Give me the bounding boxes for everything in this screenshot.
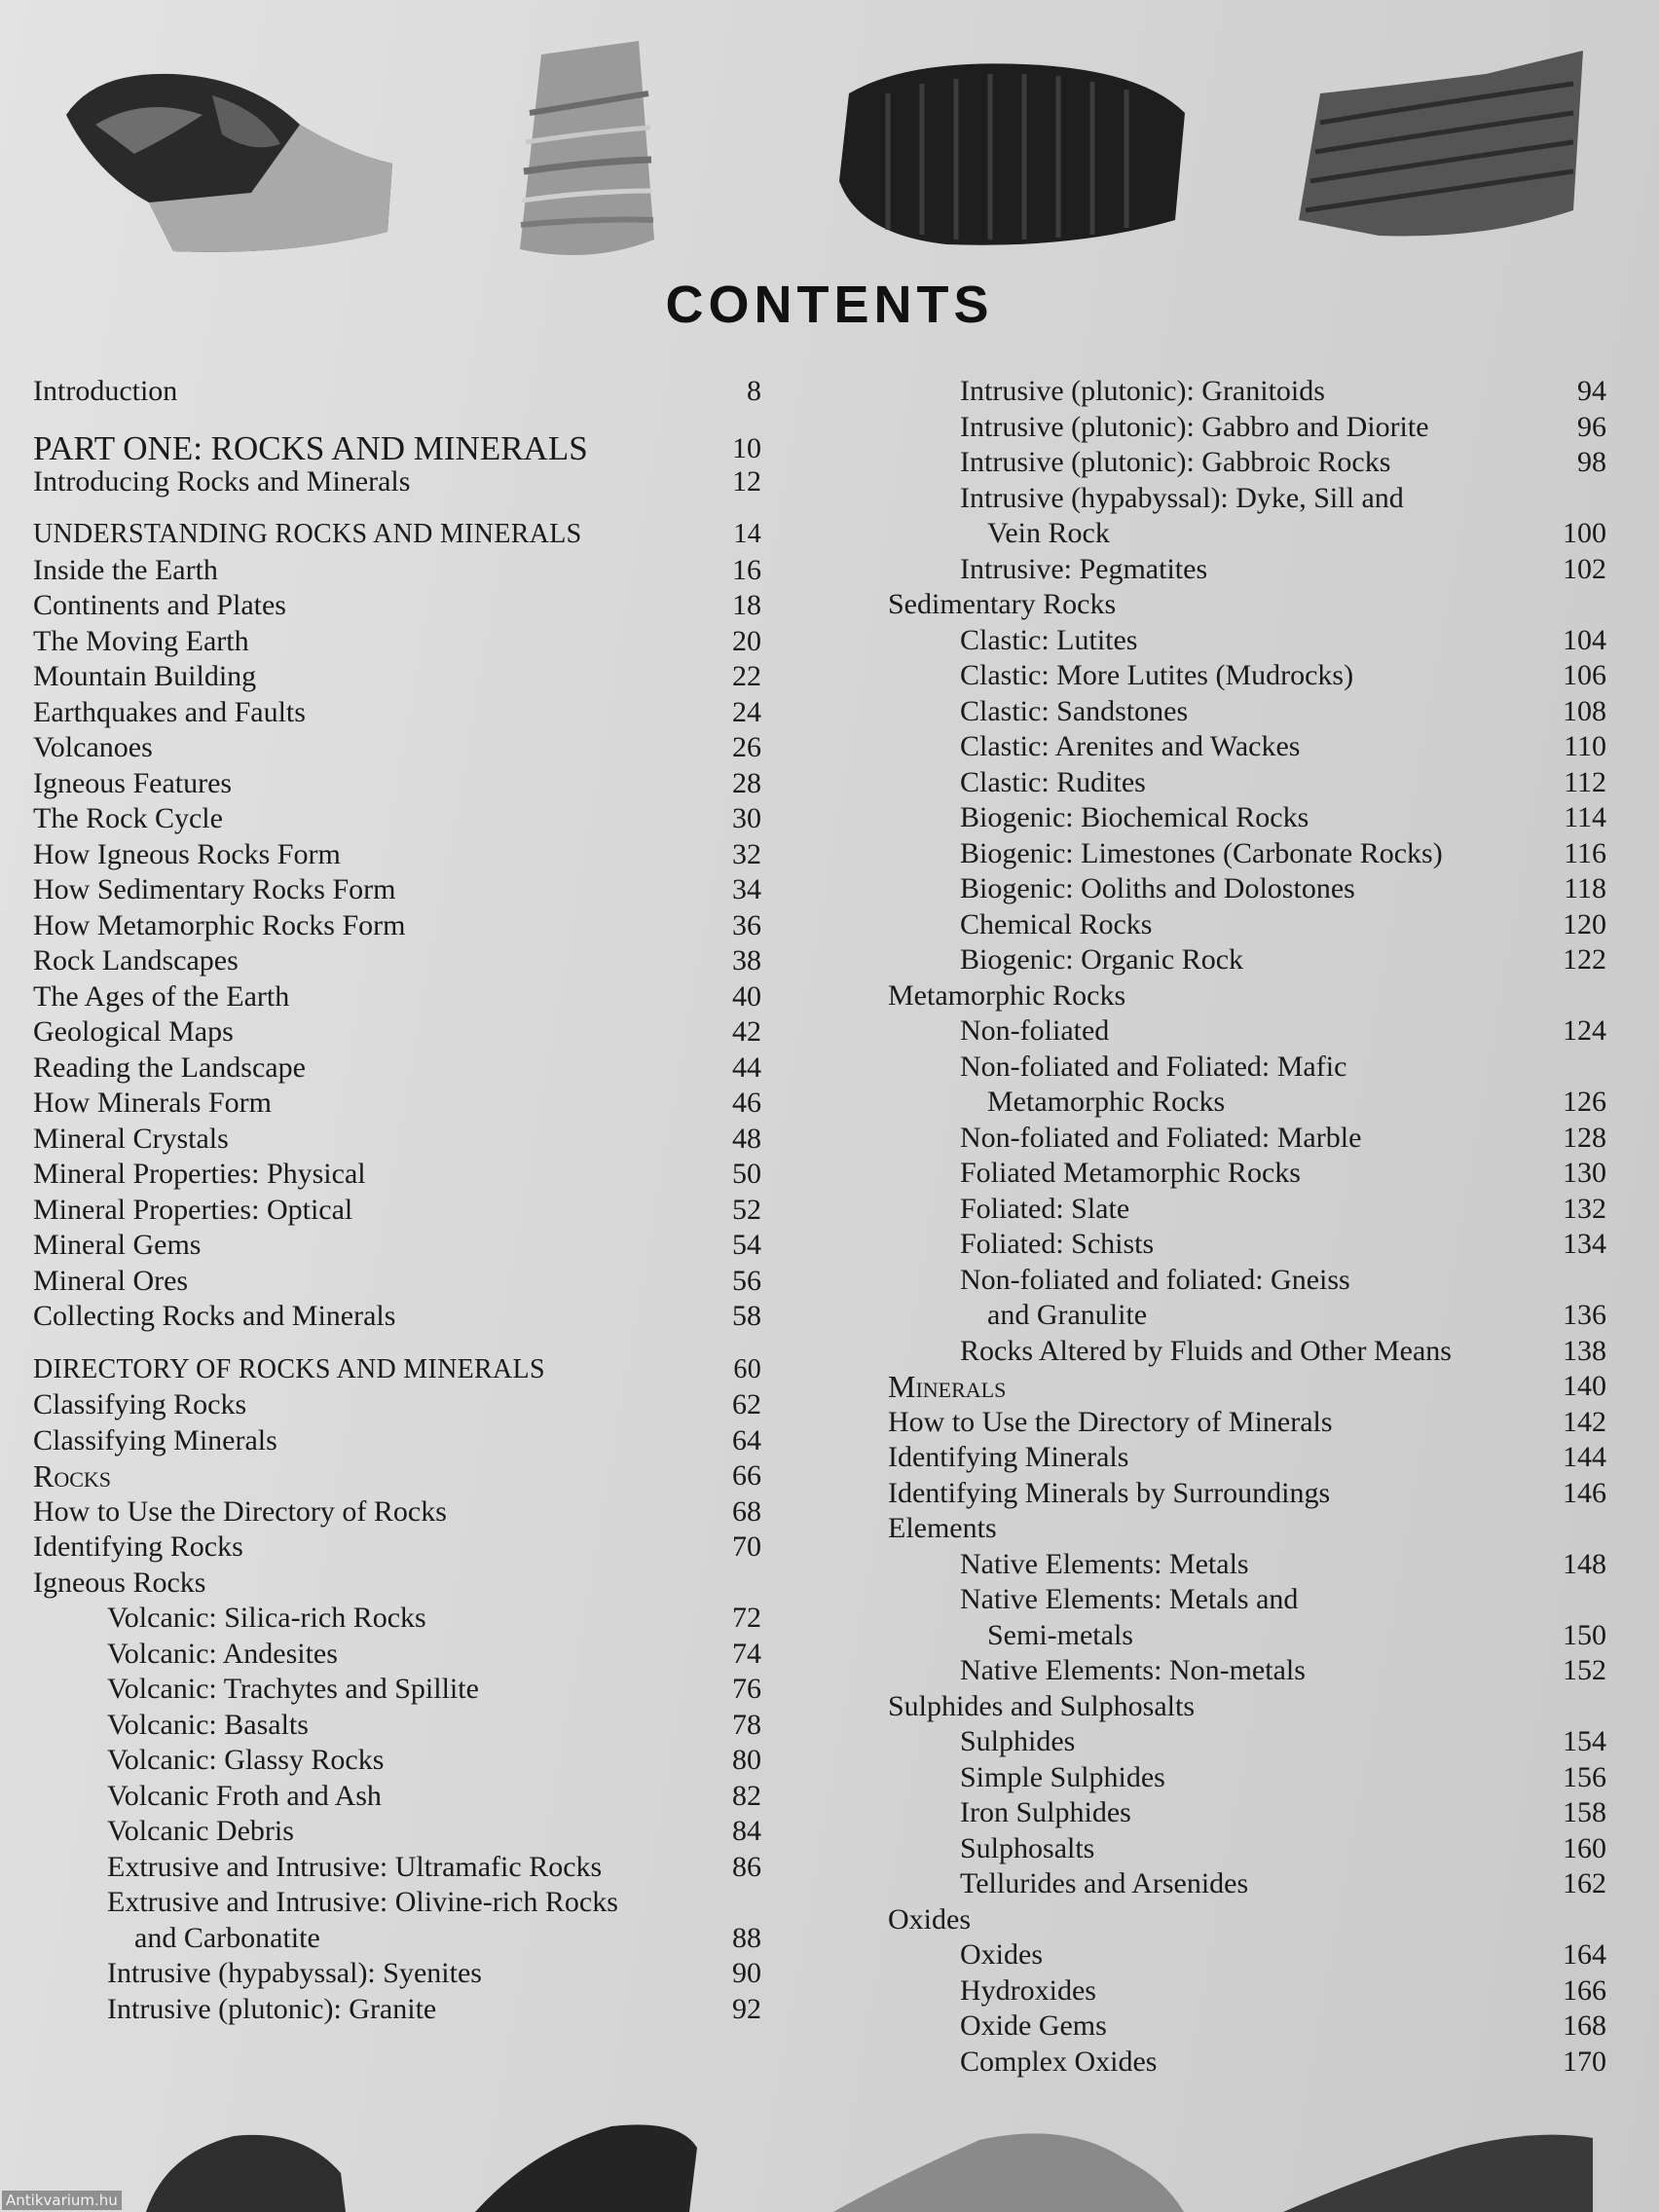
- toc-entry: [33, 730, 761, 766]
- toc-page-number: 10: [732, 431, 761, 464]
- toc-page-number: 14: [733, 519, 761, 549]
- toc-entry: [888, 374, 1606, 410]
- toc-entry: [888, 1298, 1606, 1334]
- toc-entry-title: Foliated Metamorphic Rocks: [960, 1157, 1301, 1189]
- toc-page-number: 24: [732, 695, 761, 728]
- toc-page-number: 42: [732, 1015, 761, 1048]
- toc-page-number: 136: [1563, 1299, 1606, 1331]
- toc-page-number: 46: [732, 1087, 761, 1119]
- bottom-mineral-specimen-image-3: [833, 2120, 1184, 2212]
- toc-entry: [888, 1405, 1606, 1441]
- toc-entry-title: Vein Rock: [987, 517, 1110, 549]
- toc-entry: [888, 445, 1606, 481]
- toc-entry-title: Non-foliated and Foliated: Marble: [960, 1121, 1362, 1154]
- toc-page-number: 38: [732, 944, 761, 977]
- toc-entry: [888, 871, 1606, 907]
- toc-page-number: 70: [732, 1530, 761, 1563]
- toc-page-number: 32: [732, 837, 761, 870]
- toc-page-number: 140: [1563, 1370, 1606, 1402]
- toc-entry-title: Identifying Rocks: [33, 1530, 243, 1563]
- toc-page-number: 164: [1563, 1938, 1606, 1971]
- toc-page-number: 74: [732, 1637, 761, 1670]
- toc-entry-title: Introducing Rocks and Minerals: [33, 464, 411, 498]
- toc-page-number: 48: [732, 1122, 761, 1155]
- toc-page-number: 62: [732, 1388, 761, 1420]
- toc-page-number: 114: [1564, 801, 1606, 833]
- toc-entry: [888, 978, 1606, 1014]
- toc-entry-title: Volcanic Debris: [107, 1815, 294, 1847]
- toc-entry-title: Foliated: Schists: [960, 1228, 1155, 1260]
- bottom-mineral-specimen-image-4: [1283, 2128, 1595, 2212]
- toc-page-number: 134: [1563, 1228, 1606, 1260]
- toc-page-number: 82: [732, 1779, 761, 1812]
- toc-entry-title: Mineral Ores: [33, 1264, 189, 1297]
- contents-heading: CONTENTS: [665, 276, 994, 334]
- toc-page-number: 54: [732, 1229, 761, 1261]
- toc-entry: [33, 1387, 761, 1423]
- toc-entry: [33, 1885, 761, 1921]
- toc-entry-title: Sedimentary Rocks: [888, 588, 1117, 620]
- toc-entry-title: Volcanic: Basalts: [107, 1708, 309, 1741]
- toc-entry-title: Intrusive (plutonic): Gabbroic Rocks: [960, 446, 1391, 478]
- toc-entry-title: Non-foliated: [960, 1014, 1110, 1047]
- toc-entry-title: Oxides: [888, 1902, 971, 1936]
- toc-entry: [888, 1831, 1606, 1867]
- toc-entry-title: Sulphides and Sulphosalts: [888, 1689, 1196, 1722]
- toc-entry-title: Intrusive (plutonic): Gabbro and Diorite: [960, 410, 1429, 443]
- toc-entry-title: Volcanic: Andesites: [107, 1637, 338, 1670]
- toc-entry: [33, 1637, 761, 1673]
- toc-entry: [888, 1689, 1606, 1725]
- toc-entry: [888, 1618, 1606, 1654]
- toc-page-number: 78: [732, 1708, 761, 1741]
- toc-entry-title: How Igneous Rocks Form: [33, 837, 341, 870]
- toc-entry-title: Hydroxides: [960, 1973, 1096, 2007]
- toc-page-number: 36: [732, 908, 761, 941]
- toc-page-number: 84: [732, 1815, 761, 1847]
- toc-entry: [33, 979, 761, 1015]
- toc-entry: [888, 1014, 1606, 1050]
- obsidian-specimen-image: [56, 56, 407, 261]
- toc-page-number: 64: [732, 1423, 761, 1456]
- toc-entry-title: Iron Sulphides: [960, 1796, 1131, 1828]
- toc-page-number: 94: [1577, 375, 1606, 407]
- toc-entry-title: Metamorphic Rocks: [987, 1086, 1226, 1118]
- toc-entry-title: Native Elements: Non-metals: [960, 1654, 1306, 1686]
- toc-entry: [33, 837, 761, 873]
- toc-page-number: 142: [1563, 1405, 1606, 1438]
- toc-entry: [888, 1156, 1606, 1192]
- toc-entry-title: Classifying Rocks: [33, 1388, 247, 1420]
- toc-page-number: 130: [1563, 1157, 1606, 1189]
- toc-page-number: 44: [732, 1051, 761, 1084]
- toc-page-number: 152: [1563, 1654, 1606, 1686]
- bottom-mineral-specimen-image-2: [475, 2119, 699, 2212]
- toc-page-number: 144: [1563, 1441, 1606, 1473]
- toc-entry-title: Volcanic: Trachytes and Spillite: [107, 1673, 479, 1705]
- toc-entry-title: Elements: [888, 1512, 997, 1544]
- toc-page-number: 96: [1577, 410, 1606, 443]
- toc-entry: [33, 1494, 761, 1530]
- toc-entry: [888, 587, 1606, 623]
- toc-page-number: 162: [1563, 1867, 1606, 1899]
- toc-entry-title: The Moving Earth: [33, 624, 249, 657]
- toc-entry: [33, 1014, 761, 1051]
- toc-entry-title: How Minerals Form: [33, 1087, 272, 1119]
- toc-entry: [33, 1299, 761, 1335]
- toc-entry: [33, 1530, 761, 1566]
- toc-page-number: 128: [1563, 1121, 1606, 1154]
- toc-entry: [33, 1743, 761, 1779]
- toc-entry-title: Extrusive and Intrusive: Ultramafic Rocks: [107, 1850, 603, 1883]
- toc-entry-title: Clastic: Arenites and Wackes: [960, 730, 1301, 762]
- toc-page-number: 16: [732, 553, 761, 586]
- toc-entry-title: Mineral Gems: [33, 1229, 202, 1261]
- rippled-slab-specimen-image: [1291, 45, 1589, 249]
- toc-page-number: 154: [1563, 1725, 1606, 1757]
- toc-entry-title: How to Use the Directory of Minerals: [888, 1405, 1333, 1438]
- toc-page-number: 18: [732, 589, 761, 621]
- toc-page-number: 92: [732, 1992, 761, 2025]
- toc-page-number: 76: [732, 1673, 761, 1705]
- toc-page-number: 150: [1563, 1618, 1606, 1651]
- toc-entry-title: Intrusive: Pegmatites: [960, 552, 1208, 585]
- toc-entry-title: Rock Landscapes: [33, 944, 239, 977]
- toc-page-number: 66: [732, 1459, 761, 1492]
- toc-page-number: 60: [733, 1353, 761, 1384]
- toc-entry: [33, 427, 761, 467]
- toc-entry-title: Volcanoes: [33, 731, 153, 763]
- toc-entry: [888, 1511, 1606, 1547]
- toc-page-number: 158: [1563, 1796, 1606, 1828]
- toc-entry-title: Geological Maps: [33, 1015, 234, 1048]
- toc-page-number: 72: [732, 1602, 761, 1634]
- toc-entry-title: How to Use the Directory of Rocks: [33, 1494, 447, 1528]
- toc-entry: [888, 1902, 1606, 1938]
- toc-page-number: 20: [732, 624, 761, 657]
- toc-entry: [33, 553, 761, 589]
- toc-entry: [888, 1937, 1606, 1973]
- toc-page-number: 166: [1563, 1973, 1606, 2007]
- toc-entry: [888, 2009, 1606, 2045]
- toc-entry: [33, 1779, 761, 1815]
- toc-entry-title: Introduction: [33, 375, 178, 407]
- toc-entry-title: Non-foliated and foliated: Gneiss: [960, 1263, 1350, 1296]
- banded-agate-specimen-image: [512, 35, 658, 265]
- toc-entry-title: UNDERSTANDING ROCKS AND MINERALS: [33, 519, 582, 549]
- toc-left-column: [33, 374, 761, 2027]
- toc-entry: [888, 1795, 1606, 1831]
- toc-page-number: 52: [732, 1193, 761, 1226]
- toc-right-column: [888, 374, 1606, 2080]
- toc-entry-title: Intrusive (plutonic): Granite: [107, 1992, 437, 2025]
- toc-entry-title: Simple Sulphides: [960, 1760, 1165, 1793]
- toc-entry-title: Identifying Minerals: [888, 1441, 1129, 1473]
- toc-entry-title: Rocks: [33, 1458, 112, 1493]
- toc-entry: [33, 1051, 761, 1087]
- toc-entry: [33, 1086, 761, 1122]
- toc-entry: [888, 658, 1606, 694]
- toc-entry: [33, 872, 761, 908]
- toc-page-number: 90: [732, 1957, 761, 1989]
- toc-page-number: 40: [732, 979, 761, 1013]
- toc-entry: [888, 1263, 1606, 1299]
- toc-entry: [888, 1476, 1606, 1512]
- toc-entry: [33, 1814, 761, 1850]
- toc-spacer: [33, 1335, 761, 1352]
- toc-page-number: 138: [1563, 1334, 1606, 1367]
- toc-entry-title: and Carbonatite: [134, 1921, 320, 1954]
- toc-entry-title: Clastic: Rudites: [960, 765, 1146, 798]
- toc-page-number: 34: [732, 873, 761, 905]
- toc-page-number: 104: [1563, 623, 1606, 656]
- toc-entry: [33, 1672, 761, 1708]
- toc-entry-title: How Sedimentary Rocks Form: [33, 873, 396, 905]
- toc-page-number: 110: [1564, 730, 1606, 762]
- toc-page-number: 168: [1563, 2009, 1606, 2042]
- toc-entry: [888, 1440, 1606, 1476]
- toc-entry: [33, 624, 761, 660]
- toc-spacer: [33, 410, 761, 427]
- toc-page-number: 28: [732, 766, 761, 799]
- toc-entry-title: Sulphosalts: [960, 1831, 1095, 1864]
- toc-entry-title: Native Elements: Metals: [960, 1547, 1249, 1580]
- toc-entry: [888, 1866, 1606, 1902]
- toc-entry-title: Oxide Gems: [960, 2009, 1107, 2042]
- toc-entry-title: Foliated: Slate: [960, 1192, 1130, 1225]
- toc-entry-title: Classifying Minerals: [33, 1423, 277, 1456]
- toc-entry-title: Biogenic: Limestones (Carbonate Rocks): [960, 836, 1443, 869]
- toc-entry: [888, 694, 1606, 730]
- toc-entry-title: Collecting Rocks and Minerals: [33, 1300, 396, 1332]
- toc-entry-title: Chemical Rocks: [960, 907, 1153, 940]
- toc-page-number: 12: [732, 464, 761, 498]
- toc-page-number: 50: [732, 1158, 761, 1190]
- toc-entry-title: and Granulite: [987, 1299, 1148, 1331]
- toc-entry-title: Reading the Landscape: [33, 1051, 306, 1084]
- toc-entry: [33, 1921, 761, 1957]
- toc-page-number: 108: [1563, 694, 1606, 727]
- toc-page-number: 56: [732, 1264, 761, 1297]
- toc-entry-title: Native Elements: Metals and: [960, 1583, 1299, 1615]
- toc-entry: [33, 517, 761, 553]
- toc-entry-title: Igneous Rocks: [33, 1566, 206, 1599]
- toc-entry: [888, 1085, 1606, 1121]
- toc-entry: [888, 1192, 1606, 1228]
- toc-entry-title: Biogenic: Organic Rock: [960, 943, 1244, 976]
- toc-entry-title: Identifying Minerals by Surroundings: [888, 1476, 1331, 1509]
- toc-entry: [888, 729, 1606, 765]
- toc-page-number: 124: [1563, 1014, 1606, 1047]
- toc-entry: [33, 1122, 761, 1158]
- toc-entry: [33, 908, 761, 944]
- toc-entry: [888, 1121, 1606, 1157]
- toc-entry-title: How Metamorphic Rocks Form: [33, 908, 406, 941]
- toc-page-number: 112: [1564, 765, 1606, 798]
- toc-entry: [888, 623, 1606, 659]
- toc-entry-title: Volcanic: Silica-rich Rocks: [107, 1602, 426, 1634]
- toc-page-number: 106: [1563, 659, 1606, 691]
- toc-entry: [888, 1547, 1606, 1583]
- toc-entry: [888, 1724, 1606, 1760]
- toc-entry: [888, 1050, 1606, 1086]
- toc-page-number: 146: [1563, 1476, 1606, 1509]
- toc-entry: [33, 1566, 761, 1602]
- toc-entry: [33, 1264, 761, 1300]
- toc-entry-title: Mountain Building: [33, 660, 257, 692]
- toc-page-number: 100: [1563, 517, 1606, 549]
- toc-entry: [33, 1956, 761, 1992]
- toc-page-number: 30: [732, 802, 761, 834]
- toc-entry-title: Metamorphic Rocks: [888, 978, 1126, 1012]
- toc-page-number: 80: [732, 1744, 761, 1776]
- toc-page-number: 8: [747, 375, 761, 407]
- toc-entry: [888, 1973, 1606, 2009]
- toc-entry-title: Sulphides: [960, 1725, 1076, 1757]
- toc-entry: [33, 1708, 761, 1744]
- toc-entry: [33, 374, 761, 410]
- toc-entry-title: The Rock Cycle: [33, 802, 223, 834]
- toc-entry-title: Igneous Features: [33, 766, 233, 799]
- toc-entry: [33, 659, 761, 695]
- toc-page-number: 22: [732, 660, 761, 692]
- toc-entry: [33, 801, 761, 837]
- toc-page-number: 148: [1563, 1547, 1606, 1580]
- toc-entry-title: Non-foliated and Foliated: Mafic: [960, 1050, 1347, 1083]
- toc-entry-title: Earthquakes and Faults: [33, 695, 306, 728]
- toc-entry: [888, 1227, 1606, 1263]
- toc-entry-title: Rocks Altered by Fluids and Other Means: [960, 1334, 1452, 1367]
- toc-entry: [33, 766, 761, 802]
- toc-entry-title: Volcanic: Glassy Rocks: [107, 1744, 385, 1776]
- toc-entry-title: Mineral Properties: Physical: [33, 1158, 366, 1190]
- toc-entry: [33, 588, 761, 624]
- toc-page-number: 116: [1564, 836, 1606, 869]
- toc-entry-title: Clastic: More Lutites (Mudrocks): [960, 659, 1354, 691]
- toc-page-number: 160: [1563, 1831, 1606, 1864]
- bottom-mineral-specimen-image-1: [136, 2124, 350, 2212]
- toc-page-number: 122: [1563, 943, 1606, 976]
- toc-entry-title: Minerals: [888, 1369, 1007, 1404]
- toc-entry: [888, 942, 1606, 978]
- toc-entry-title: Semi-metals: [987, 1618, 1133, 1651]
- toc-entry: [33, 1458, 761, 1494]
- toc-entry: [33, 1850, 761, 1886]
- toc-entry-title: Complex Oxides: [960, 2045, 1158, 2078]
- toc-page-number: 120: [1563, 907, 1606, 940]
- toc-page-number: 98: [1577, 446, 1606, 478]
- toc-entry-title: Tellurides and Arsenides: [960, 1867, 1249, 1899]
- toc-entry: [888, 1369, 1606, 1405]
- toc-entry: [888, 1653, 1606, 1689]
- toc-entry: [888, 836, 1606, 872]
- toc-entry: [33, 695, 761, 731]
- toc-page-number: 132: [1563, 1192, 1606, 1225]
- coral-fossil-specimen-image: [830, 55, 1190, 249]
- toc-entry: [888, 481, 1606, 517]
- toc-page-number: 86: [732, 1850, 761, 1883]
- toc-entry-title: PART ONE: ROCKS AND MINERALS: [33, 428, 588, 467]
- toc-entry: [888, 516, 1606, 552]
- toc-entry: [888, 800, 1606, 836]
- toc-entry: [33, 1601, 761, 1637]
- toc-entry-title: Intrusive (plutonic): Granitoids: [960, 375, 1325, 407]
- toc-entry: [888, 907, 1606, 943]
- toc-page-number: 126: [1563, 1086, 1606, 1118]
- toc-entry: [888, 1334, 1606, 1370]
- toc-entry-title: Mineral Properties: Optical: [33, 1193, 353, 1226]
- toc-entry: [888, 2045, 1606, 2081]
- toc-page-number: 156: [1563, 1760, 1606, 1793]
- toc-entry: [33, 464, 761, 500]
- toc-entry-title: Continents and Plates: [33, 589, 286, 621]
- toc-page-number: 68: [732, 1494, 761, 1528]
- toc-page-number: 170: [1563, 2045, 1606, 2078]
- toc-entry: [33, 1193, 761, 1229]
- toc-entry: [888, 552, 1606, 588]
- toc-entry-title: Clastic: Sandstones: [960, 694, 1189, 727]
- toc-page-number: 26: [732, 731, 761, 763]
- toc-entry: [33, 1157, 761, 1193]
- toc-entry-title: Volcanic Froth and Ash: [107, 1779, 382, 1812]
- toc-entry-title: Inside the Earth: [33, 553, 218, 586]
- toc-entry-title: Biogenic: Biochemical Rocks: [960, 801, 1309, 833]
- watermark-text: Antikvarium.hu: [2, 2191, 122, 2210]
- toc-entry: [888, 1582, 1606, 1618]
- toc-entry-title: DIRECTORY OF ROCKS AND MINERALS: [33, 1353, 545, 1384]
- toc-page-number: 58: [732, 1300, 761, 1332]
- toc-entry-title: Intrusive (hypabyssal): Dyke, Sill and: [960, 481, 1404, 514]
- toc-entry-title: Oxides: [960, 1938, 1043, 1971]
- toc-spacer: [33, 499, 761, 517]
- toc-page-number: 118: [1564, 872, 1606, 904]
- toc-entry-title: Extrusive and Intrusive: Olivine-rich Rocks: [107, 1886, 618, 1918]
- toc-entry-title: Intrusive (hypabyssal): Syenites: [107, 1957, 482, 1989]
- toc-entry: [888, 765, 1606, 801]
- toc-entry: [888, 1760, 1606, 1796]
- toc-entry-title: Clastic: Lutites: [960, 623, 1138, 656]
- toc-entry: [33, 943, 761, 979]
- toc-entry: [33, 1352, 761, 1388]
- toc-page-number: 102: [1563, 552, 1606, 585]
- toc-entry-title: Mineral Crystals: [33, 1122, 229, 1155]
- toc-entry: [888, 410, 1606, 446]
- toc-entry-title: Biogenic: Ooliths and Dolostones: [960, 872, 1355, 904]
- toc-entry: [33, 1423, 761, 1459]
- toc-entry: [33, 1228, 761, 1264]
- toc-page-number: 88: [732, 1921, 761, 1954]
- toc-entry: [33, 1992, 761, 2028]
- toc-entry-title: The Ages of the Earth: [33, 979, 290, 1013]
